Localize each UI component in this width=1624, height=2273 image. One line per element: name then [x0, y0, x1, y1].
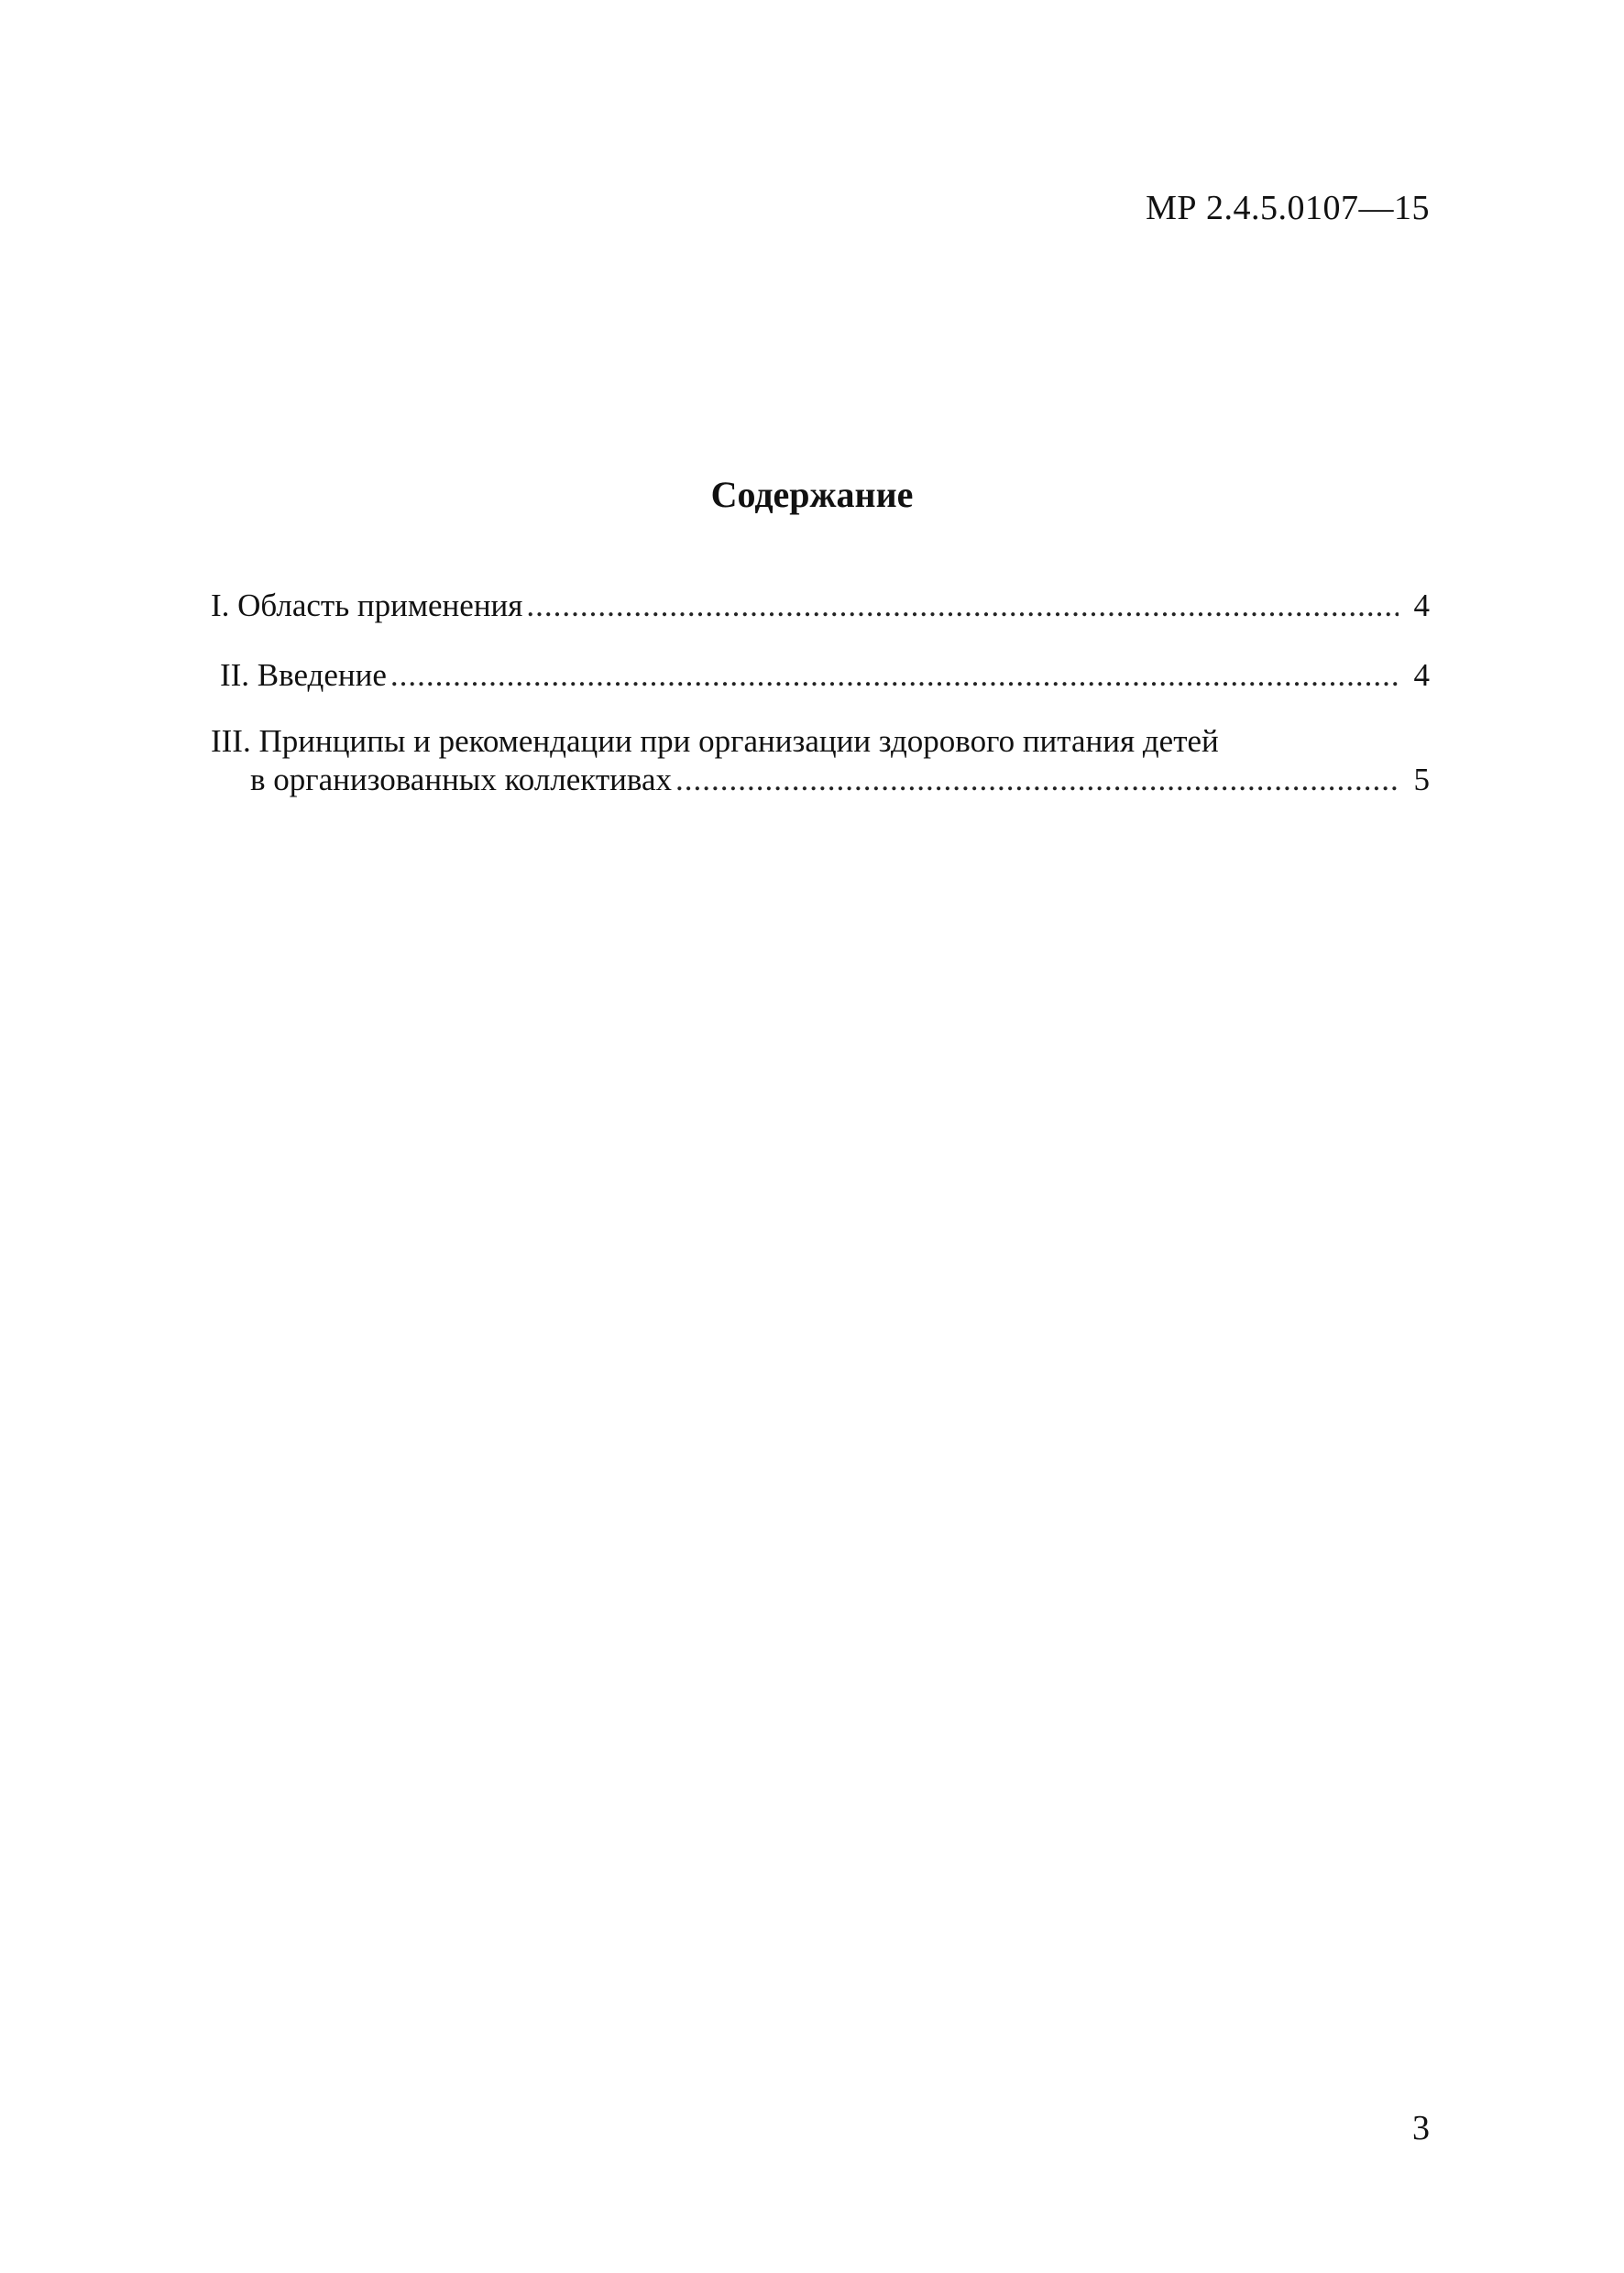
toc-line-first — [211, 722, 1219, 761]
dot-leader — [390, 656, 1399, 695]
toc-line — [211, 587, 1430, 625]
dot-leader — [526, 587, 1399, 625]
dot-leader — [675, 761, 1399, 799]
toc-line — [220, 656, 1430, 695]
toc-entry-title: I. Область применения — [211, 587, 523, 623]
toc-entry-title: III. Принципы и рекомендации при организации здорового питания детей — [211, 723, 1219, 759]
toc-entry-page: 4 — [1413, 587, 1430, 623]
document-code: МР 2.4.5.0107—15 — [1146, 189, 1430, 227]
toc-entry-page: 5 — [1413, 762, 1430, 797]
page-number: 3 — [1412, 2109, 1430, 2147]
toc-entry-title: II. Введение — [220, 657, 387, 693]
toc-entry-page: 4 — [1413, 657, 1430, 693]
toc-entry-title-continuation: в организованных коллективах — [250, 762, 672, 797]
toc-line-continuation — [250, 761, 1430, 799]
toc-title: Содержание — [710, 474, 914, 515]
